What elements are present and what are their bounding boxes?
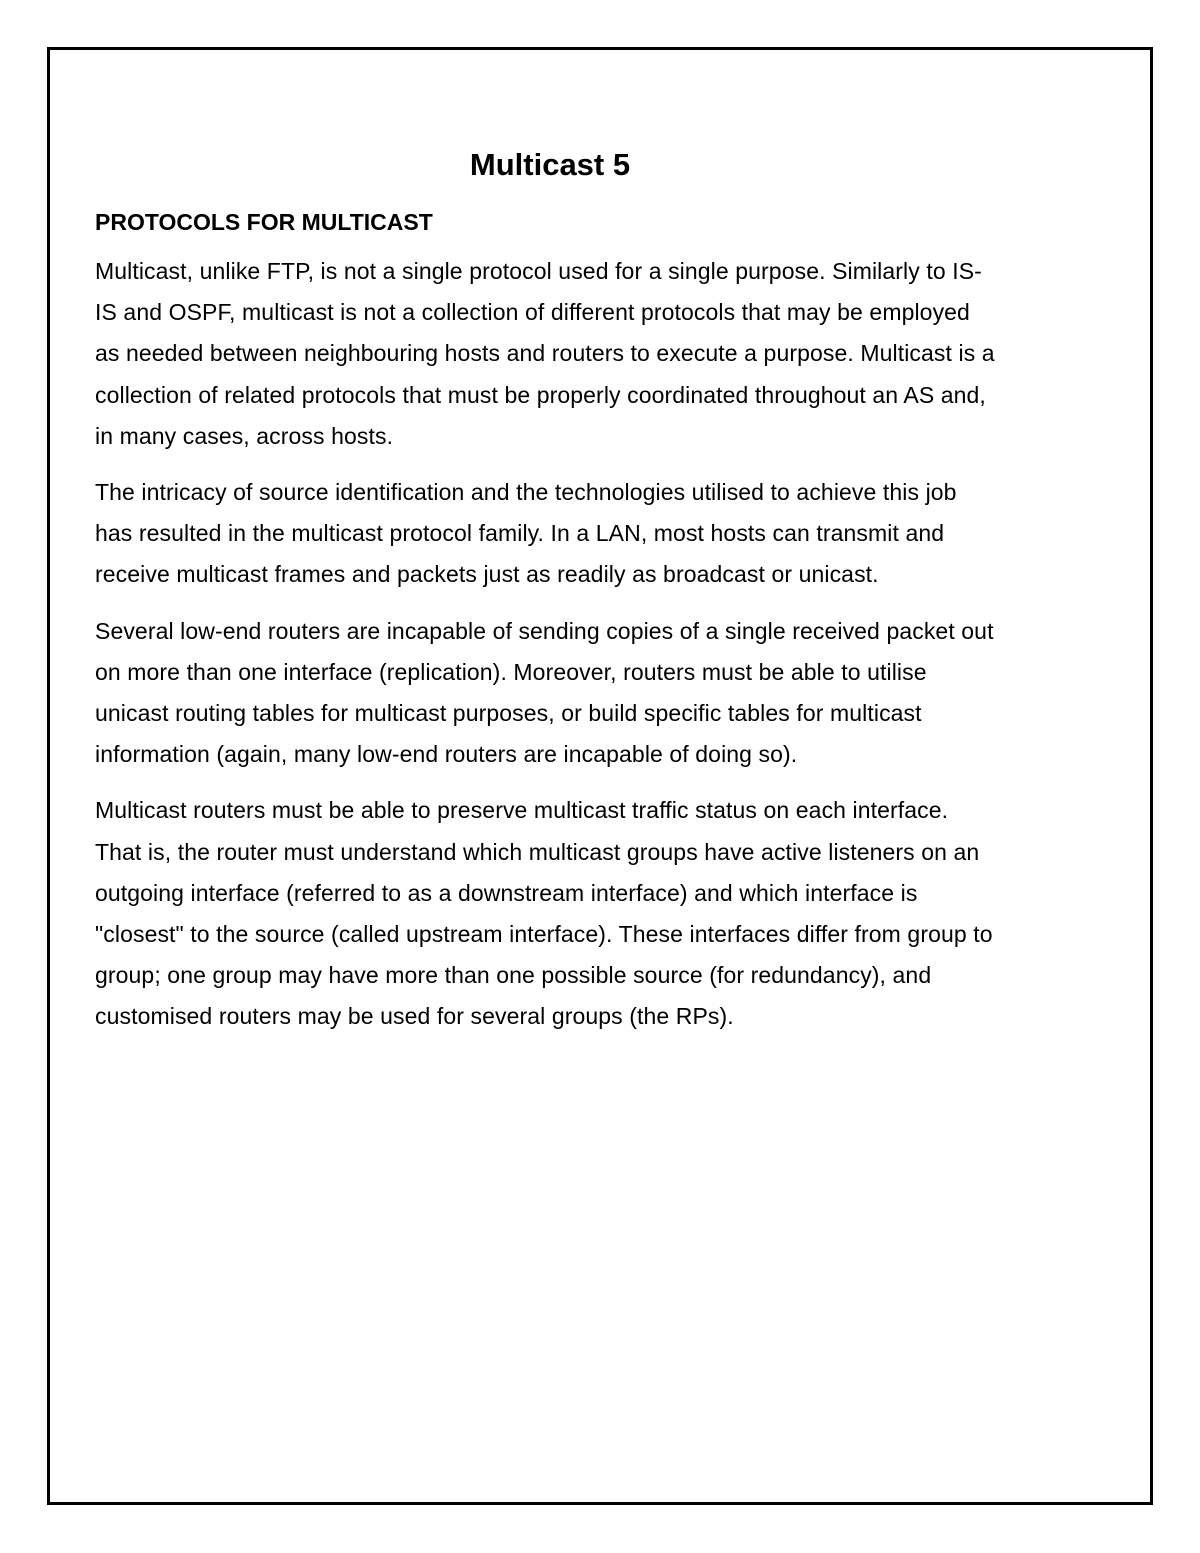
paragraph-1: Multicast, unlike FTP, is not a single protocol used for a single purpose. Similarly to IS-IS and OSPF, multicast is not a collection of different protocols that may be employed as needed between neighbouring hosts and routers to execute a purpose. Multicast is a collection of related protocols that must be properly coordinated throughout an AS and, in many cases, across hosts.	[95, 258, 995, 449]
paragraph-3: Several low-end routers are incapable of sending copies of a single received packet out on more than one interface (replication). Moreover, routers must be able to utilise unicast routing tables for multicast purposes, or build specific tables for multicast information (again, many low-end routers are incapable of doing so).	[95, 617, 994, 768]
paragraph-4: Multicast routers must be able to preserve multicast traffic status on each interface. That is, the router must understand which multicast groups have active listeners on an outgoing interface (referred to as a downstream interface) and which interface is "closest" to the source (called upstream interface). These interfaces differ from group to group; one group may have more than one possible source (for redundancy), and customised routers may be used for several groups (the RPs).	[95, 797, 993, 1030]
section-heading: PROTOCOLS FOR MULTICAST	[95, 209, 433, 235]
paragraph-2: The intricacy of source identification and the technologies utilised to achieve this job has resulted in the multicast protocol family. In a LAN, most hosts can transmit and receive multicast frames and packets just as readily as broadcast or unicast.	[95, 479, 957, 588]
document-body	[95, 97, 999, 1038]
document-title: Multicast 5	[469, 147, 631, 182]
